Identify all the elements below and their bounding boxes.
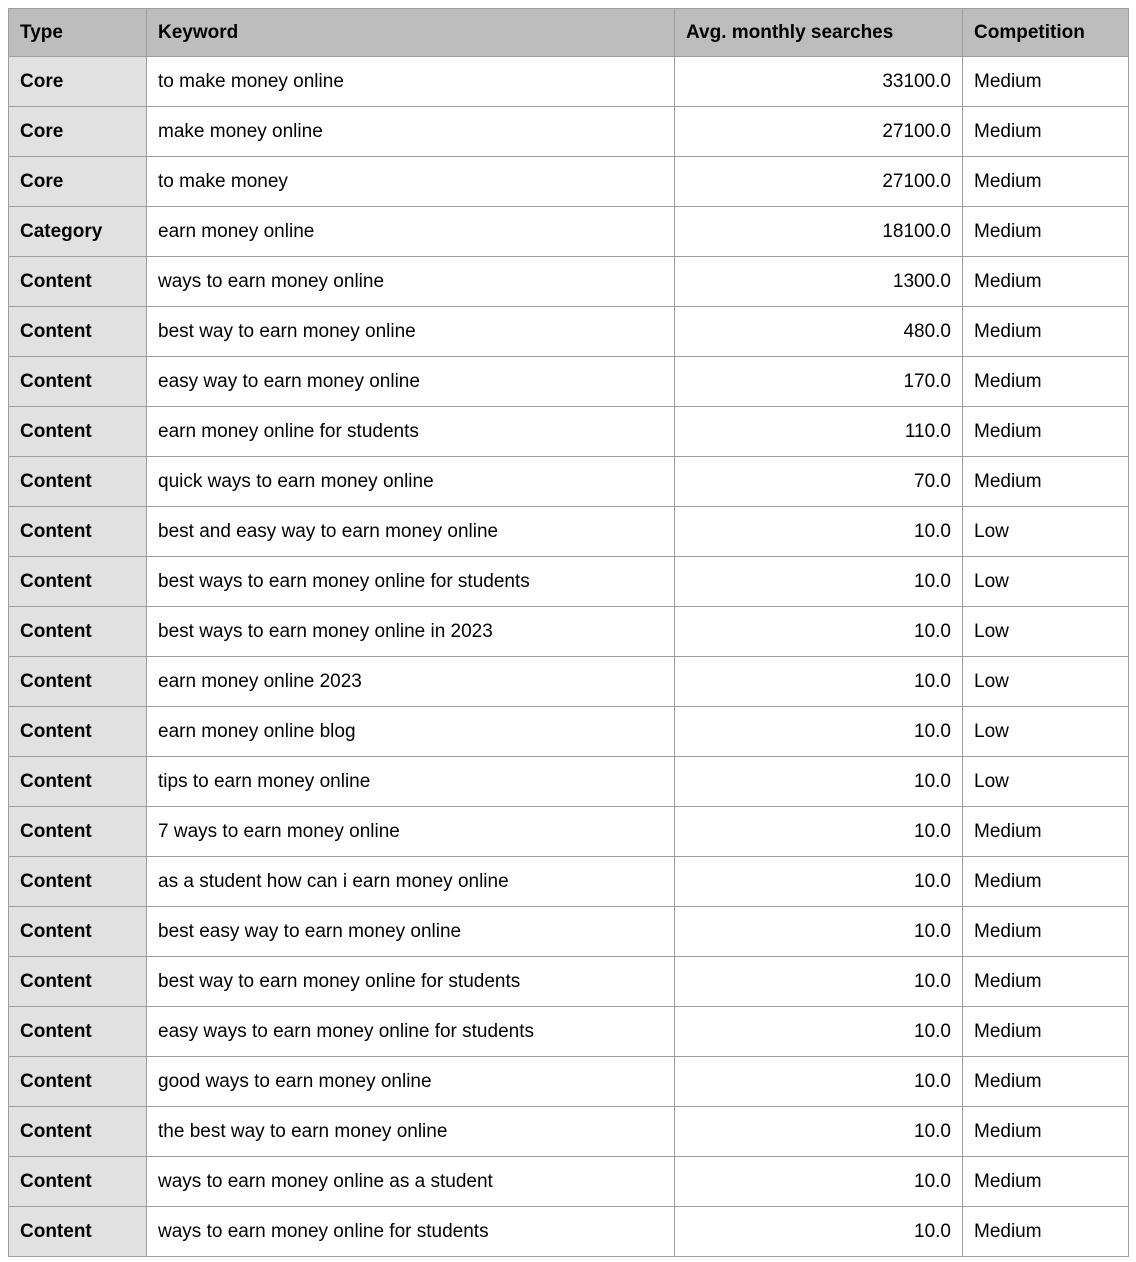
- avg-monthly-searches-cell: 10.0: [675, 1007, 963, 1057]
- type-cell: Content: [9, 907, 147, 957]
- competition-cell: Medium: [963, 1207, 1129, 1257]
- column-header-avg-monthly-searches: Avg. monthly searches: [675, 9, 963, 57]
- keyword-cell: quick ways to earn money online: [147, 457, 675, 507]
- competition-cell: Low: [963, 707, 1129, 757]
- avg-monthly-searches-cell: 10.0: [675, 507, 963, 557]
- competition-cell: Low: [963, 757, 1129, 807]
- competition-cell: Low: [963, 507, 1129, 557]
- avg-monthly-searches-cell: 10.0: [675, 857, 963, 907]
- competition-cell: Low: [963, 607, 1129, 657]
- keyword-cell: earn money online 2023: [147, 657, 675, 707]
- table-row: [9, 857, 1129, 907]
- keyword-table-container: [8, 8, 1128, 1257]
- competition-cell: Medium: [963, 107, 1129, 157]
- type-cell: Content: [9, 357, 147, 407]
- avg-monthly-searches-cell: 10.0: [675, 957, 963, 1007]
- keyword-cell: 7 ways to earn money online: [147, 807, 675, 857]
- avg-monthly-searches-cell: 10.0: [675, 907, 963, 957]
- type-cell: Category: [9, 207, 147, 257]
- avg-monthly-searches-cell: 10.0: [675, 607, 963, 657]
- keyword-cell: easy ways to earn money online for students: [147, 1007, 675, 1057]
- column-header-type: Type: [9, 9, 147, 57]
- table-row: [9, 657, 1129, 707]
- type-cell: Content: [9, 707, 147, 757]
- avg-monthly-searches-cell: 10.0: [675, 657, 963, 707]
- avg-monthly-searches-cell: 33100.0: [675, 57, 963, 107]
- avg-monthly-searches-cell: 10.0: [675, 1157, 963, 1207]
- keyword-cell: as a student how can i earn money online: [147, 857, 675, 907]
- table-row: [9, 807, 1129, 857]
- table-row: [9, 1207, 1129, 1257]
- type-cell: Content: [9, 857, 147, 907]
- table-row: [9, 1157, 1129, 1207]
- type-cell: Content: [9, 1157, 147, 1207]
- keyword-cell: ways to earn money online for students: [147, 1207, 675, 1257]
- avg-monthly-searches-cell: 170.0: [675, 357, 963, 407]
- avg-monthly-searches-cell: 1300.0: [675, 257, 963, 307]
- header-row: [9, 9, 1129, 57]
- keyword-cell: tips to earn money online: [147, 757, 675, 807]
- avg-monthly-searches-cell: 27100.0: [675, 107, 963, 157]
- table-row: [9, 407, 1129, 457]
- table-row: [9, 757, 1129, 807]
- keyword-table: [8, 8, 1129, 1257]
- type-cell: Content: [9, 257, 147, 307]
- competition-cell: Medium: [963, 1057, 1129, 1107]
- table-row: [9, 557, 1129, 607]
- avg-monthly-searches-cell: 10.0: [675, 1207, 963, 1257]
- avg-monthly-searches-cell: 10.0: [675, 1107, 963, 1157]
- competition-cell: Medium: [963, 307, 1129, 357]
- avg-monthly-searches-cell: 18100.0: [675, 207, 963, 257]
- type-cell: Content: [9, 607, 147, 657]
- competition-cell: Medium: [963, 957, 1129, 1007]
- table-row: [9, 307, 1129, 357]
- competition-cell: Medium: [963, 407, 1129, 457]
- competition-cell: Medium: [963, 807, 1129, 857]
- avg-monthly-searches-cell: 10.0: [675, 707, 963, 757]
- type-cell: Core: [9, 107, 147, 157]
- keyword-cell: earn money online blog: [147, 707, 675, 757]
- keyword-cell: ways to earn money online as a student: [147, 1157, 675, 1207]
- table-row: [9, 907, 1129, 957]
- competition-cell: Medium: [963, 1157, 1129, 1207]
- keyword-cell: best and easy way to earn money online: [147, 507, 675, 557]
- type-cell: Content: [9, 1057, 147, 1107]
- avg-monthly-searches-cell: 10.0: [675, 1057, 963, 1107]
- type-cell: Content: [9, 507, 147, 557]
- type-cell: Content: [9, 807, 147, 857]
- competition-cell: Medium: [963, 257, 1129, 307]
- competition-cell: Medium: [963, 207, 1129, 257]
- type-cell: Content: [9, 557, 147, 607]
- competition-cell: Medium: [963, 857, 1129, 907]
- competition-cell: Medium: [963, 457, 1129, 507]
- avg-monthly-searches-cell: 10.0: [675, 757, 963, 807]
- table-row: [9, 1107, 1129, 1157]
- table-row: [9, 157, 1129, 207]
- keyword-cell: earn money online for students: [147, 407, 675, 457]
- keyword-cell: to make money online: [147, 57, 675, 107]
- competition-cell: Medium: [963, 357, 1129, 407]
- competition-cell: Medium: [963, 1107, 1129, 1157]
- competition-cell: Low: [963, 557, 1129, 607]
- type-cell: Content: [9, 457, 147, 507]
- keyword-cell: ways to earn money online: [147, 257, 675, 307]
- type-cell: Core: [9, 157, 147, 207]
- column-header-keyword: Keyword: [147, 9, 675, 57]
- table-row: [9, 1007, 1129, 1057]
- table-row: [9, 107, 1129, 157]
- keyword-cell: best easy way to earn money online: [147, 907, 675, 957]
- avg-monthly-searches-cell: 10.0: [675, 557, 963, 607]
- type-cell: Content: [9, 657, 147, 707]
- keyword-cell: best ways to earn money online for students: [147, 557, 675, 607]
- keyword-cell: make money online: [147, 107, 675, 157]
- table-row: [9, 457, 1129, 507]
- table-row: [9, 507, 1129, 557]
- type-cell: Core: [9, 57, 147, 107]
- competition-cell: Medium: [963, 1007, 1129, 1057]
- table-row: [9, 257, 1129, 307]
- type-cell: Content: [9, 1107, 147, 1157]
- competition-cell: Medium: [963, 907, 1129, 957]
- type-cell: Content: [9, 957, 147, 1007]
- avg-monthly-searches-cell: 110.0: [675, 407, 963, 457]
- table-row: [9, 957, 1129, 1007]
- keyword-cell: best ways to earn money online in 2023: [147, 607, 675, 657]
- avg-monthly-searches-cell: 480.0: [675, 307, 963, 357]
- competition-cell: Low: [963, 657, 1129, 707]
- avg-monthly-searches-cell: 10.0: [675, 807, 963, 857]
- avg-monthly-searches-cell: 70.0: [675, 457, 963, 507]
- type-cell: Content: [9, 757, 147, 807]
- keyword-cell: to make money: [147, 157, 675, 207]
- type-cell: Content: [9, 1007, 147, 1057]
- table-body: [9, 57, 1129, 1257]
- keyword-cell: earn money online: [147, 207, 675, 257]
- competition-cell: Medium: [963, 57, 1129, 107]
- table-row: [9, 607, 1129, 657]
- keyword-cell: easy way to earn money online: [147, 357, 675, 407]
- keyword-cell: good ways to earn money online: [147, 1057, 675, 1107]
- keyword-cell: the best way to earn money online: [147, 1107, 675, 1157]
- competition-cell: Medium: [963, 157, 1129, 207]
- avg-monthly-searches-cell: 27100.0: [675, 157, 963, 207]
- table-row: [9, 207, 1129, 257]
- keyword-cell: best way to earn money online for students: [147, 957, 675, 1007]
- table-row: [9, 1057, 1129, 1107]
- column-header-competition: Competition: [963, 9, 1129, 57]
- type-cell: Content: [9, 1207, 147, 1257]
- table-row: [9, 57, 1129, 107]
- type-cell: Content: [9, 407, 147, 457]
- table-row: [9, 707, 1129, 757]
- keyword-cell: best way to earn money online: [147, 307, 675, 357]
- table-row: [9, 357, 1129, 407]
- type-cell: Content: [9, 307, 147, 357]
